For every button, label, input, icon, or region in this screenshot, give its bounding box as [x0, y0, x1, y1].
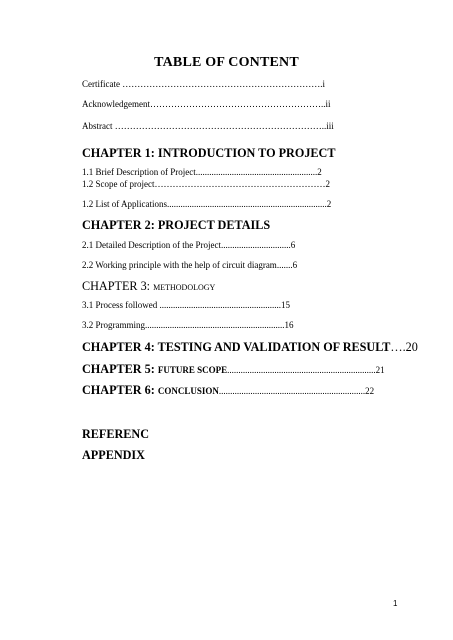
entry-dots: ....................................................................... [167, 199, 327, 209]
entry-page: 22 [365, 386, 375, 396]
toc-entry-2-2 [82, 260, 297, 271]
entry-page: 16 [284, 320, 294, 330]
entry-dots: .............................................................. [145, 320, 285, 330]
entry-dots: ………………………………………………… [154, 179, 326, 189]
toc-entry-3-2 [82, 320, 294, 331]
entry-page: 6 [292, 260, 298, 270]
entry-label: 3.2 Programming [82, 320, 145, 330]
entry-dots: …. [390, 340, 406, 354]
entry-label: 2.2 Working principle with the help of circuit diagram [82, 260, 277, 270]
entry-dots: ………………………………………………….. [149, 99, 326, 109]
entry-label: 1.2 Scope of project [82, 179, 155, 189]
entry-dots: ................................................................. [218, 386, 366, 396]
entry-dots: ....... [276, 260, 293, 270]
chapter-6-number: CHAPTER 6: [82, 383, 155, 397]
chapter-2-heading: CHAPTER 2: PROJECT DETAILS [82, 218, 271, 232]
entry-label: 1.2 List of Applications [82, 199, 167, 209]
entry-label: 2.1 Detailed Description of the Project [82, 240, 221, 250]
entry-page: 20 [405, 340, 418, 354]
entry-page: ii [325, 99, 331, 109]
chapter-3-title: METHODOLOGY [153, 283, 216, 292]
toc-entry-1-2-applications [82, 199, 331, 210]
appendix-heading: APPENDIX [82, 448, 145, 462]
toc-entry-2-1 [82, 240, 295, 251]
toc-entry-acknowledgement [82, 99, 331, 110]
chapter-4-heading [82, 340, 418, 354]
chapter-5-title: FUTURE SCOPE [157, 365, 228, 375]
entry-page: 21 [375, 365, 385, 375]
chapter-5-heading [82, 362, 385, 377]
entry-label: 1.1 Brief Description of Project [82, 167, 196, 177]
entry-page: 2 [317, 167, 322, 177]
toc-entry-1-2-scope [82, 179, 330, 190]
toc-entry-certificate [82, 79, 325, 90]
references-heading: REFERENC [82, 427, 150, 441]
entry-dots: …………………………………………………………….. [114, 121, 327, 131]
toc-entry-abstract [82, 121, 334, 132]
chapter-1-heading: CHAPTER 1: INTRODUCTION TO PROJECT [82, 146, 336, 160]
entry-dots: …………………………………………………………. [122, 79, 323, 89]
chapter-6-heading [82, 383, 374, 398]
entry-page: 15 [281, 300, 290, 310]
entry-dots: ...................................................... [159, 300, 281, 310]
page-number: 1 [393, 599, 398, 608]
chapter-3-heading [82, 279, 215, 295]
entry-label: Abstract [82, 121, 115, 131]
chapter-6-title: CONCLUSION [157, 386, 219, 396]
entry-label: Certificate [82, 79, 123, 89]
page-title: TABLE OF CONTENT [154, 55, 299, 70]
entry-label: Acknowledgement [82, 99, 150, 109]
entry-dots: ............................... [220, 240, 291, 250]
chapter-5-number: CHAPTER 5: [82, 362, 155, 376]
chapter-3-number: CHAPTER 3: [82, 279, 151, 293]
entry-page: 2 [325, 179, 330, 189]
entry-page: 6 [290, 240, 296, 250]
entry-page: iii [326, 121, 334, 131]
entry-page: 2 [326, 199, 332, 209]
entry-dots: .................................................................. [227, 365, 376, 375]
entry-dots: ...................................................... [195, 167, 318, 177]
toc-entry-1-1 [82, 167, 322, 178]
toc-entry-3-1 [82, 300, 290, 311]
entry-label: 3.1 Process followed [82, 300, 160, 310]
chapter-4-title: CHAPTER 4: TESTING AND VALIDATION OF RESULT [82, 340, 391, 354]
entry-page: i [322, 79, 325, 89]
